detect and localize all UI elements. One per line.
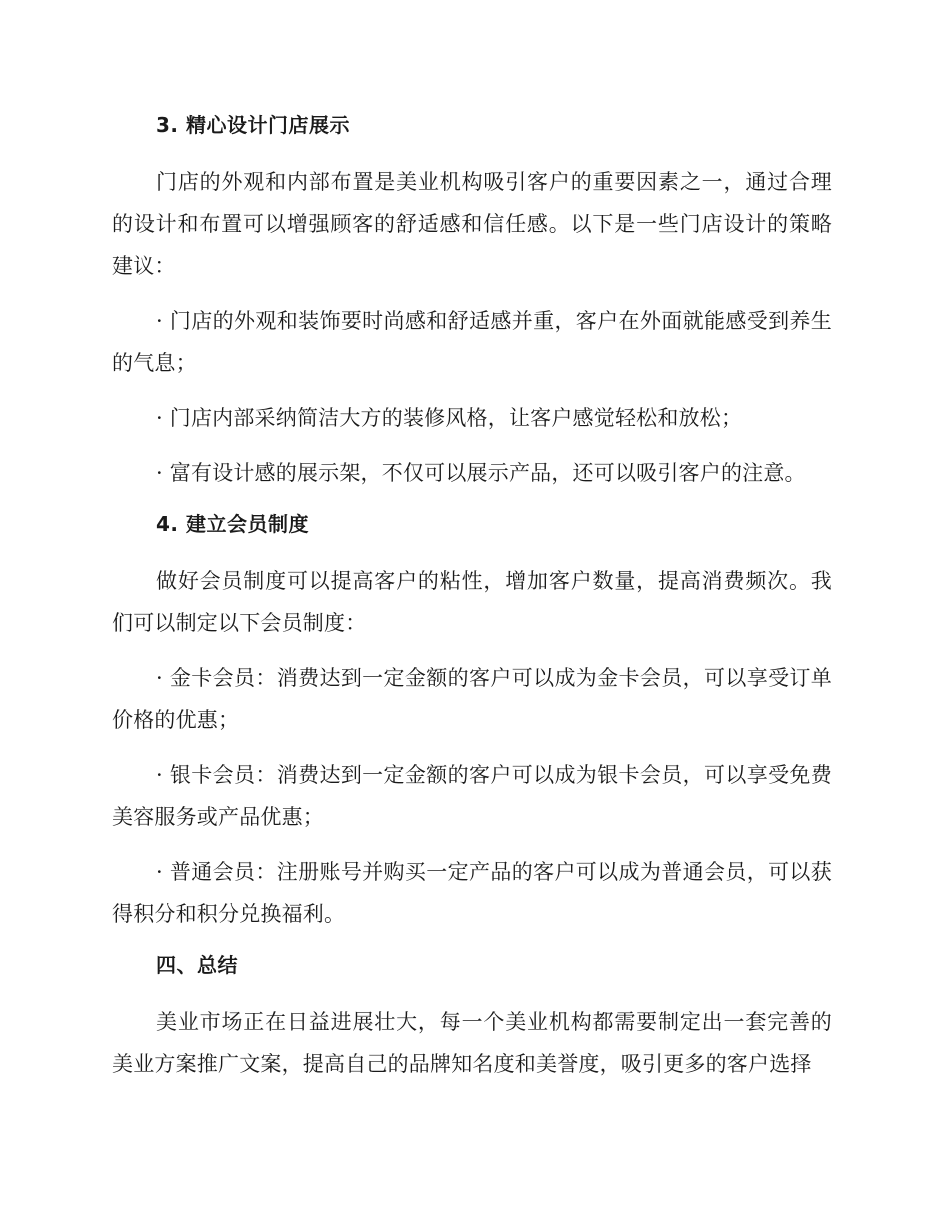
document-page [112,108,832,1098]
bullet-item: · 银卡会员：消费达到一定金额的客户可以成为银卡会员，可以享受免费美容服务或产品优惠； [112,763,832,829]
bullet-item: · 门店的外观和装饰要时尚感和舒适感并重，客户在外面就能感受到养生的气息； [112,309,832,375]
bullet-item: · 金卡会员：消费达到一定金额的客户可以成为金卡会员，可以享受订单价格的优惠； [112,666,832,732]
section-paragraph: 美业市场正在日益进展壮大，每一个美业机构都需要制定出一套完善的美业方案推广文案，提高自己的品牌知名度和美誉度，吸引更多的客户选择 [112,1010,832,1076]
section-paragraph: 门店的外观和内部布置是美业机构吸引客户的重要因素之一，通过合理的设计和布置可以增强顾客的舒适感和信任感。以下是一些门店设计的策略建议： [112,170,832,278]
bullet-item: · 富有设计感的展示架，不仅可以展示产品，还可以吸引客户的注意。 [156,461,806,485]
section-heading: 4. 建立会员制度 [156,512,309,536]
section-heading: 3. 精心设计门店展示 [156,113,350,137]
bullet-item: · 普通会员：注册账号并购买一定产品的客户可以成为普通会员，可以获得积分和积分兑换福利。 [112,860,832,926]
section-paragraph: 做好会员制度可以提高客户的粘性，增加客户数量，提高消费频次。我们可以制定以下会员制度： [112,569,832,635]
section-heading: 四、总结 [156,953,238,977]
bullet-item: · 门店内部采纳简洁大方的装修风格，让客户感觉轻松和放松； [156,406,743,430]
